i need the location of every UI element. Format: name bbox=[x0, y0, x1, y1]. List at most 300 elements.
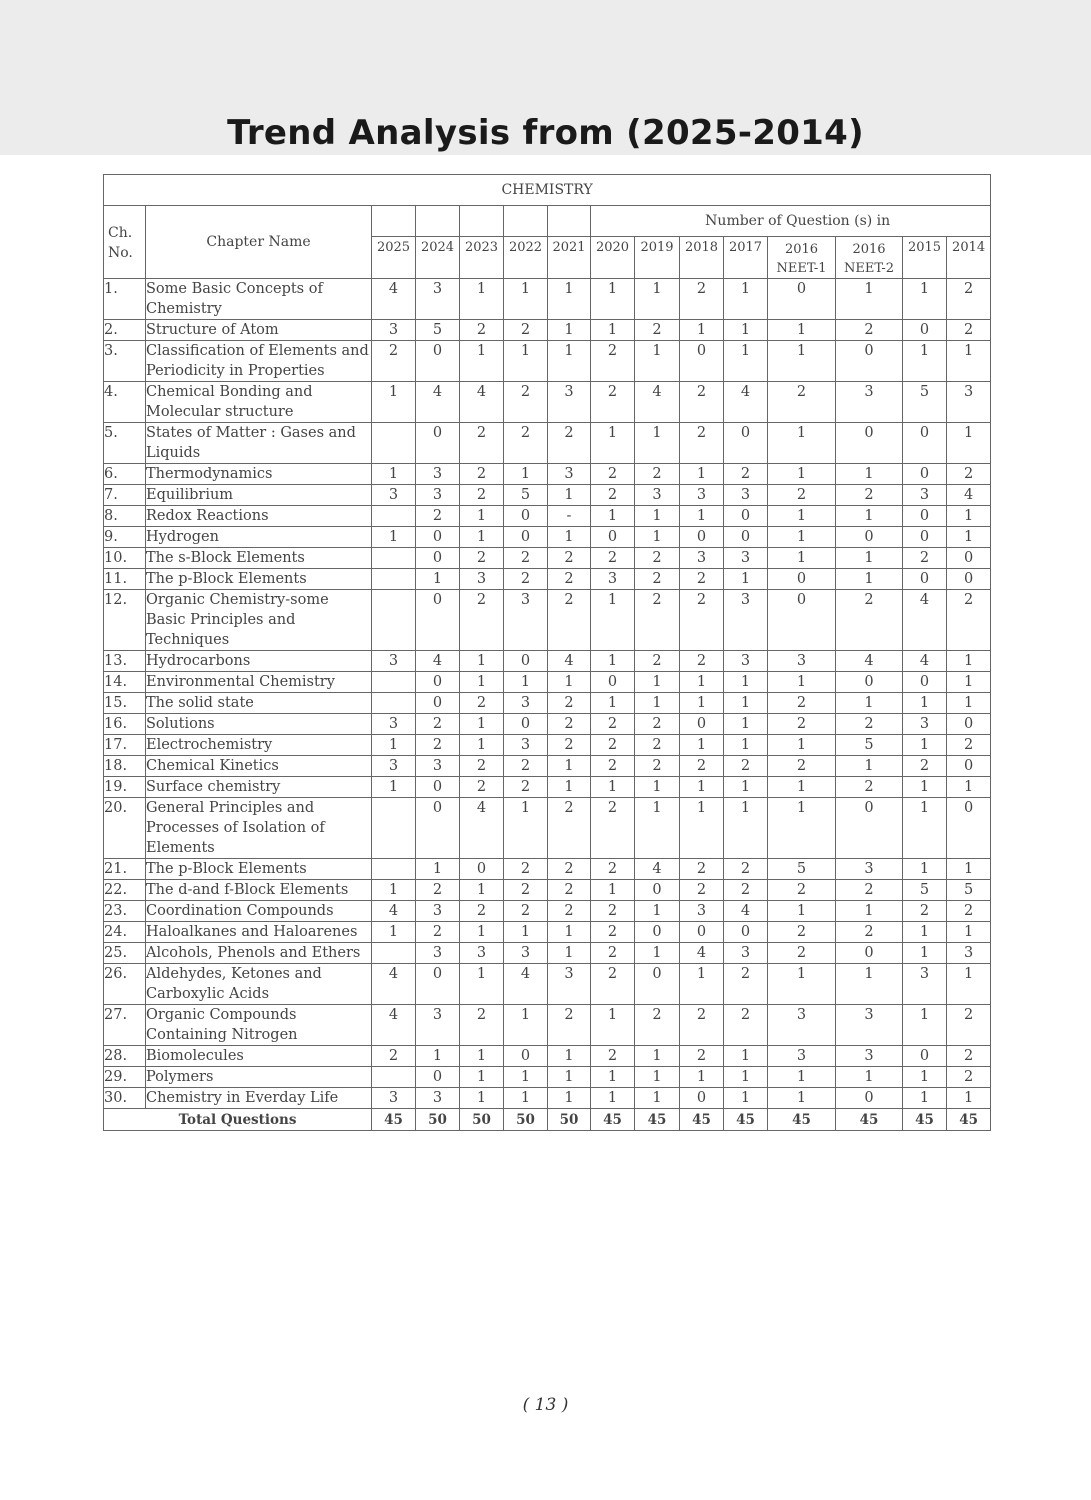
chapter-name: Solutions bbox=[146, 714, 372, 735]
question-count: 1 bbox=[947, 964, 991, 1005]
chapter-name: Surface chemistry bbox=[146, 777, 372, 798]
question-count bbox=[372, 569, 416, 590]
question-count: 0 bbox=[947, 756, 991, 777]
question-count: 2 bbox=[947, 320, 991, 341]
table-body bbox=[104, 279, 991, 1131]
question-count: 2 bbox=[591, 798, 635, 859]
question-count: 2 bbox=[635, 714, 680, 735]
question-count: 1 bbox=[591, 880, 635, 901]
question-count: 3 bbox=[372, 1088, 416, 1109]
question-count: 3 bbox=[768, 1046, 836, 1067]
question-count: 1 bbox=[460, 1046, 504, 1067]
question-count: 2 bbox=[635, 1005, 680, 1046]
year-header: 2019 bbox=[635, 237, 680, 279]
year-header: 2025 bbox=[372, 237, 416, 279]
question-count: 0 bbox=[416, 964, 460, 1005]
chapter-number: 2. bbox=[104, 320, 146, 341]
question-count: 1 bbox=[768, 735, 836, 756]
question-count: 2 bbox=[504, 901, 548, 922]
total-count: 45 bbox=[372, 1109, 416, 1131]
question-count: 3 bbox=[836, 1005, 903, 1046]
question-count: 2 bbox=[680, 279, 724, 320]
question-count: 2 bbox=[836, 320, 903, 341]
question-count: 1 bbox=[548, 1088, 591, 1109]
question-count: 1 bbox=[903, 777, 947, 798]
question-count: 0 bbox=[416, 693, 460, 714]
table-row bbox=[104, 485, 991, 506]
table-row bbox=[104, 777, 991, 798]
question-count: 3 bbox=[416, 279, 460, 320]
question-count: 0 bbox=[504, 651, 548, 672]
question-count: 4 bbox=[635, 382, 680, 423]
question-count: 2 bbox=[548, 423, 591, 464]
chapter-number: 9. bbox=[104, 527, 146, 548]
question-count: 4 bbox=[903, 590, 947, 651]
question-count: 0 bbox=[635, 922, 680, 943]
question-count: 1 bbox=[372, 922, 416, 943]
question-count: 2 bbox=[724, 756, 768, 777]
question-count: 2 bbox=[591, 1046, 635, 1067]
question-count: 1 bbox=[836, 569, 903, 590]
question-count: 0 bbox=[635, 880, 680, 901]
question-count: 0 bbox=[504, 714, 548, 735]
page-title: Trend Analysis from (2025-2014) bbox=[227, 113, 864, 153]
trend-table bbox=[103, 174, 991, 1131]
question-count: 0 bbox=[635, 964, 680, 1005]
question-count: 1 bbox=[903, 341, 947, 382]
question-count: 1 bbox=[768, 1067, 836, 1088]
question-count: 5 bbox=[947, 880, 991, 901]
question-count: 3 bbox=[947, 943, 991, 964]
question-count: 2 bbox=[591, 548, 635, 569]
table-row bbox=[104, 1005, 991, 1046]
chapter-name: Polymers bbox=[146, 1067, 372, 1088]
question-count: 0 bbox=[416, 672, 460, 693]
question-count: 4 bbox=[724, 901, 768, 922]
question-count: 1 bbox=[372, 464, 416, 485]
chapter-number: 19. bbox=[104, 777, 146, 798]
table-row bbox=[104, 506, 991, 527]
table-row bbox=[104, 569, 991, 590]
question-count: 1 bbox=[947, 506, 991, 527]
chapter-number: 28. bbox=[104, 1046, 146, 1067]
question-count: 0 bbox=[903, 569, 947, 590]
question-count: 5 bbox=[416, 320, 460, 341]
question-count: 1 bbox=[460, 672, 504, 693]
question-count: 1 bbox=[724, 1046, 768, 1067]
question-count: 1 bbox=[504, 341, 548, 382]
chapter-name: Classification of Elements and Periodicity in Properties bbox=[146, 341, 372, 382]
question-count: 2 bbox=[680, 880, 724, 901]
total-count: 50 bbox=[548, 1109, 591, 1131]
chapter-number: 21. bbox=[104, 859, 146, 880]
question-count: 4 bbox=[548, 651, 591, 672]
question-count: 3 bbox=[504, 943, 548, 964]
question-count: 2 bbox=[460, 485, 504, 506]
question-count: 1 bbox=[903, 1067, 947, 1088]
question-count: 1 bbox=[504, 464, 548, 485]
question-count: 2 bbox=[504, 548, 548, 569]
question-count: 1 bbox=[460, 651, 504, 672]
question-count: 0 bbox=[460, 859, 504, 880]
year-header: 2014 bbox=[947, 237, 991, 279]
question-count: 2 bbox=[591, 901, 635, 922]
number-of-questions-header: Number of Question (s) in bbox=[591, 206, 991, 237]
question-count bbox=[372, 423, 416, 464]
year-header: 2016 NEET-1 bbox=[768, 237, 836, 279]
question-count: 4 bbox=[372, 1005, 416, 1046]
question-count: 2 bbox=[724, 880, 768, 901]
question-count: 1 bbox=[591, 279, 635, 320]
question-count: 2 bbox=[504, 320, 548, 341]
question-count: 1 bbox=[460, 880, 504, 901]
question-count: 0 bbox=[416, 548, 460, 569]
question-count: 3 bbox=[504, 735, 548, 756]
question-count: 2 bbox=[768, 714, 836, 735]
question-count: 1 bbox=[504, 1067, 548, 1088]
question-count: 2 bbox=[548, 880, 591, 901]
question-count: 4 bbox=[903, 651, 947, 672]
question-count: 1 bbox=[903, 693, 947, 714]
question-count: 1 bbox=[947, 423, 991, 464]
question-count: 2 bbox=[947, 279, 991, 320]
question-count: 1 bbox=[680, 506, 724, 527]
question-count: 3 bbox=[504, 693, 548, 714]
question-count: 1 bbox=[947, 672, 991, 693]
question-count: 2 bbox=[548, 590, 591, 651]
question-count bbox=[372, 1067, 416, 1088]
question-count: 1 bbox=[724, 735, 768, 756]
question-count: 1 bbox=[635, 777, 680, 798]
question-count: 3 bbox=[768, 651, 836, 672]
chapter-number: 22. bbox=[104, 880, 146, 901]
question-count: 1 bbox=[836, 693, 903, 714]
question-count: 0 bbox=[947, 714, 991, 735]
question-count: 4 bbox=[947, 485, 991, 506]
question-count: 2 bbox=[460, 693, 504, 714]
question-count: 1 bbox=[548, 1046, 591, 1067]
question-count: 3 bbox=[836, 382, 903, 423]
question-count bbox=[372, 590, 416, 651]
question-count: 3 bbox=[724, 651, 768, 672]
question-count: 2 bbox=[548, 859, 591, 880]
question-count: 1 bbox=[836, 964, 903, 1005]
question-count: 1 bbox=[548, 1067, 591, 1088]
table-row bbox=[104, 320, 991, 341]
question-count: 2 bbox=[947, 1005, 991, 1046]
question-count: 2 bbox=[548, 569, 591, 590]
chapter-number: 16. bbox=[104, 714, 146, 735]
question-count: 5 bbox=[768, 859, 836, 880]
question-count: 1 bbox=[504, 1005, 548, 1046]
question-count: 0 bbox=[416, 590, 460, 651]
question-count: 2 bbox=[460, 423, 504, 464]
chapter-name: Thermodynamics bbox=[146, 464, 372, 485]
total-count: 50 bbox=[416, 1109, 460, 1131]
question-count: 2 bbox=[680, 590, 724, 651]
table-row bbox=[104, 964, 991, 1005]
chapter-number: 29. bbox=[104, 1067, 146, 1088]
question-count: 1 bbox=[460, 1088, 504, 1109]
chapter-number: 17. bbox=[104, 735, 146, 756]
question-count: 1 bbox=[460, 922, 504, 943]
question-count: 1 bbox=[416, 569, 460, 590]
chapter-number: 1. bbox=[104, 279, 146, 320]
question-count: 3 bbox=[548, 464, 591, 485]
question-count: 2 bbox=[460, 1005, 504, 1046]
question-count: 0 bbox=[724, 527, 768, 548]
question-count: 2 bbox=[460, 901, 504, 922]
question-count: 2 bbox=[680, 382, 724, 423]
question-count: 1 bbox=[372, 777, 416, 798]
question-count: 0 bbox=[680, 341, 724, 382]
question-count: 1 bbox=[591, 423, 635, 464]
question-count: 1 bbox=[768, 320, 836, 341]
chapter-name: Structure of Atom bbox=[146, 320, 372, 341]
question-count: 2 bbox=[768, 382, 836, 423]
question-count: 3 bbox=[724, 590, 768, 651]
chapter-number: 26. bbox=[104, 964, 146, 1005]
question-count: 1 bbox=[635, 506, 680, 527]
question-count: 2 bbox=[591, 964, 635, 1005]
question-count: 1 bbox=[372, 735, 416, 756]
question-count: 1 bbox=[903, 279, 947, 320]
question-count: 2 bbox=[548, 693, 591, 714]
question-count: 3 bbox=[416, 1088, 460, 1109]
question-count: 1 bbox=[947, 859, 991, 880]
question-count: 3 bbox=[372, 320, 416, 341]
question-count: 0 bbox=[836, 341, 903, 382]
question-count: 1 bbox=[768, 506, 836, 527]
question-count: 1 bbox=[768, 548, 836, 569]
question-count: 4 bbox=[372, 279, 416, 320]
total-count: 45 bbox=[591, 1109, 635, 1131]
question-count: 2 bbox=[591, 485, 635, 506]
question-count: 2 bbox=[591, 922, 635, 943]
question-count: 1 bbox=[460, 735, 504, 756]
question-count: 2 bbox=[768, 922, 836, 943]
question-count: 2 bbox=[504, 569, 548, 590]
question-count: 2 bbox=[947, 590, 991, 651]
question-count: 0 bbox=[768, 590, 836, 651]
page-number: ( 13 ) bbox=[522, 1395, 569, 1415]
question-count: 3 bbox=[836, 1046, 903, 1067]
chapter-number: 3. bbox=[104, 341, 146, 382]
chapter-name: The d-and f-Block Elements bbox=[146, 880, 372, 901]
question-count: 4 bbox=[635, 859, 680, 880]
year-header: 2018 bbox=[680, 237, 724, 279]
total-count: 50 bbox=[504, 1109, 548, 1131]
chapter-number: 6. bbox=[104, 464, 146, 485]
chapter-name: Some Basic Concepts of Chemistry bbox=[146, 279, 372, 320]
header-blank bbox=[460, 206, 504, 237]
chapter-name: Environmental Chemistry bbox=[146, 672, 372, 693]
question-count: 4 bbox=[836, 651, 903, 672]
question-count: 1 bbox=[416, 859, 460, 880]
question-count: 2 bbox=[680, 1046, 724, 1067]
question-count: 0 bbox=[903, 672, 947, 693]
question-count: 0 bbox=[416, 341, 460, 382]
question-count: 1 bbox=[548, 485, 591, 506]
question-count: 0 bbox=[836, 672, 903, 693]
question-count: 3 bbox=[680, 901, 724, 922]
question-count bbox=[372, 693, 416, 714]
question-count: 1 bbox=[768, 901, 836, 922]
table-row bbox=[104, 880, 991, 901]
total-count: 45 bbox=[836, 1109, 903, 1131]
question-count: 0 bbox=[724, 423, 768, 464]
question-count: 1 bbox=[768, 777, 836, 798]
question-count: 0 bbox=[680, 1088, 724, 1109]
question-count: 1 bbox=[724, 341, 768, 382]
question-count: 2 bbox=[548, 714, 591, 735]
question-count: 1 bbox=[903, 1088, 947, 1109]
question-count: 2 bbox=[460, 320, 504, 341]
question-count: 4 bbox=[724, 382, 768, 423]
table-row bbox=[104, 1067, 991, 1088]
question-count: 1 bbox=[591, 1088, 635, 1109]
question-count: 2 bbox=[836, 485, 903, 506]
year-header: 2015 bbox=[903, 237, 947, 279]
chapter-number: 20. bbox=[104, 798, 146, 859]
question-count: 0 bbox=[416, 1067, 460, 1088]
year-header: 2024 bbox=[416, 237, 460, 279]
question-count: 1 bbox=[724, 714, 768, 735]
question-count: 0 bbox=[836, 423, 903, 464]
chapter-number: 4. bbox=[104, 382, 146, 423]
question-count: 0 bbox=[504, 527, 548, 548]
question-count: 2 bbox=[372, 1046, 416, 1067]
question-count: 0 bbox=[416, 527, 460, 548]
question-count: 1 bbox=[460, 279, 504, 320]
question-count: 2 bbox=[680, 423, 724, 464]
question-count: 0 bbox=[903, 506, 947, 527]
header-blank bbox=[504, 206, 548, 237]
question-count: 2 bbox=[836, 590, 903, 651]
question-count: 1 bbox=[724, 672, 768, 693]
question-count: 2 bbox=[460, 464, 504, 485]
question-count: 3 bbox=[903, 964, 947, 1005]
question-count: 2 bbox=[635, 569, 680, 590]
question-count: 1 bbox=[768, 464, 836, 485]
question-count: 1 bbox=[460, 964, 504, 1005]
question-count: 1 bbox=[947, 341, 991, 382]
question-count: 2 bbox=[460, 590, 504, 651]
question-count: 1 bbox=[680, 672, 724, 693]
question-count: 1 bbox=[591, 777, 635, 798]
question-count: 2 bbox=[504, 859, 548, 880]
question-count: 1 bbox=[947, 651, 991, 672]
question-count: 0 bbox=[680, 527, 724, 548]
question-count: 1 bbox=[836, 901, 903, 922]
question-count: 2 bbox=[591, 859, 635, 880]
question-count: 2 bbox=[768, 943, 836, 964]
question-count: 3 bbox=[768, 1005, 836, 1046]
question-count: 3 bbox=[372, 485, 416, 506]
question-count: 0 bbox=[724, 922, 768, 943]
chapter-name: Equilibrium bbox=[146, 485, 372, 506]
question-count: 1 bbox=[724, 569, 768, 590]
question-count: 3 bbox=[416, 943, 460, 964]
total-count: 45 bbox=[724, 1109, 768, 1131]
question-count: 3 bbox=[724, 485, 768, 506]
question-count: 2 bbox=[768, 485, 836, 506]
chapter-name: Chemical Bonding and Molecular structure bbox=[146, 382, 372, 423]
question-count: 1 bbox=[460, 714, 504, 735]
question-count: 2 bbox=[548, 548, 591, 569]
question-count bbox=[372, 672, 416, 693]
question-count: 1 bbox=[416, 1046, 460, 1067]
question-count: 2 bbox=[724, 964, 768, 1005]
question-count: 3 bbox=[460, 943, 504, 964]
year-header: 2016 NEET-2 bbox=[836, 237, 903, 279]
question-count: 1 bbox=[680, 320, 724, 341]
chapter-name: Chemistry in Everday Life bbox=[146, 1088, 372, 1109]
chapter-name: States of Matter : Gases and Liquids bbox=[146, 423, 372, 464]
table-row bbox=[104, 590, 991, 651]
question-count: 1 bbox=[724, 777, 768, 798]
table-row bbox=[104, 1046, 991, 1067]
question-count: 0 bbox=[947, 798, 991, 859]
question-count: 1 bbox=[680, 1067, 724, 1088]
question-count: 2 bbox=[504, 382, 548, 423]
question-count: 1 bbox=[635, 943, 680, 964]
chapter-number: 10. bbox=[104, 548, 146, 569]
question-count: 1 bbox=[768, 672, 836, 693]
question-count: 3 bbox=[947, 382, 991, 423]
question-count: 3 bbox=[635, 485, 680, 506]
question-count: 0 bbox=[724, 506, 768, 527]
question-count: 0 bbox=[836, 1088, 903, 1109]
chapter-name: Redox Reactions bbox=[146, 506, 372, 527]
question-count: 1 bbox=[548, 279, 591, 320]
question-count: 2 bbox=[635, 590, 680, 651]
question-count: 2 bbox=[903, 756, 947, 777]
table-row bbox=[104, 922, 991, 943]
question-count: 2 bbox=[947, 735, 991, 756]
chapter-name: The solid state bbox=[146, 693, 372, 714]
question-count: 1 bbox=[836, 464, 903, 485]
question-count: 2 bbox=[591, 464, 635, 485]
question-count: 1 bbox=[504, 279, 548, 320]
question-count: 1 bbox=[768, 341, 836, 382]
question-count: 1 bbox=[591, 1005, 635, 1046]
question-count: 3 bbox=[591, 569, 635, 590]
question-count: 1 bbox=[591, 320, 635, 341]
question-count: 0 bbox=[903, 1046, 947, 1067]
question-count: 1 bbox=[591, 651, 635, 672]
question-count: 1 bbox=[724, 320, 768, 341]
question-count: 1 bbox=[635, 901, 680, 922]
question-count: 2 bbox=[416, 735, 460, 756]
question-count: 3 bbox=[903, 714, 947, 735]
chapter-name: The p-Block Elements bbox=[146, 859, 372, 880]
question-count: 1 bbox=[680, 777, 724, 798]
table-row bbox=[104, 527, 991, 548]
question-count: 3 bbox=[372, 651, 416, 672]
question-count: 4 bbox=[460, 382, 504, 423]
question-count: 1 bbox=[680, 464, 724, 485]
table-row bbox=[104, 464, 991, 485]
question-count: 0 bbox=[903, 423, 947, 464]
question-count: 1 bbox=[680, 735, 724, 756]
chapter-number: 11. bbox=[104, 569, 146, 590]
question-count bbox=[372, 798, 416, 859]
question-count: 2 bbox=[680, 1005, 724, 1046]
question-count: 1 bbox=[548, 922, 591, 943]
table-row bbox=[104, 859, 991, 880]
question-count: 2 bbox=[591, 943, 635, 964]
